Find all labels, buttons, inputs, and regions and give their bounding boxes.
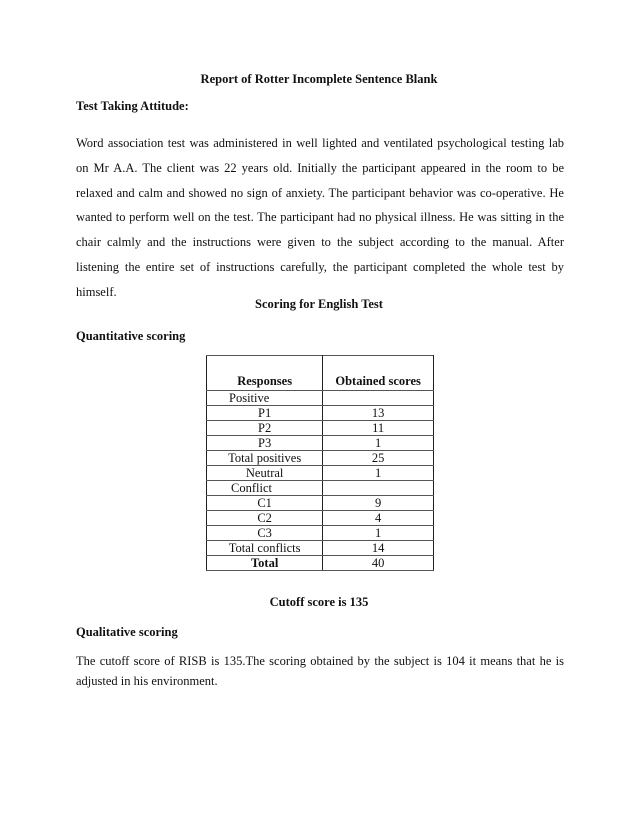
score-cell <box>323 481 434 496</box>
score-cell: 4 <box>323 511 434 526</box>
response-cell: P2 <box>207 421 323 436</box>
attitude-heading: Test Taking Attitude: <box>76 99 189 113</box>
score-cell: 14 <box>323 541 434 556</box>
table-row <box>207 496 434 511</box>
paragraph-line: relaxed and calm and showed no sign of anxiety. The participant behavior was co-operative. He <box>76 185 564 200</box>
score-cell <box>323 391 434 406</box>
table-header-row <box>207 356 434 391</box>
response-cell: P3 <box>207 436 323 451</box>
table-row <box>207 526 434 541</box>
table-row <box>207 481 434 496</box>
score-cell: 25 <box>323 451 434 466</box>
score-cell: 9 <box>323 496 434 511</box>
response-cell: C1 <box>207 496 323 511</box>
header-obtained-scores: Obtained scores <box>323 356 434 391</box>
scores-table <box>206 355 434 571</box>
scoring-title: Scoring for English Test <box>255 297 383 311</box>
paragraph-line: wanted to perform well on the test. The participant had no physical illness. He was sitting in the <box>76 210 564 225</box>
paragraph-line: The cutoff score of RISB is 135.The scoring obtained by the subject is 104 it means that he is <box>76 654 564 668</box>
header-responses: Responses <box>207 356 323 391</box>
score-cell: 40 <box>323 556 434 571</box>
response-cell: Total conflicts <box>207 541 323 556</box>
table-row <box>207 436 434 451</box>
response-cell: C3 <box>207 526 323 541</box>
paragraph-line: himself. <box>76 284 117 299</box>
score-cell: 1 <box>323 526 434 541</box>
paragraph-line: adjusted in his environment. <box>76 674 218 688</box>
score-cell: 11 <box>323 421 434 436</box>
response-cell: Conflict <box>207 481 323 496</box>
qualitative-paragraph <box>76 651 564 691</box>
table-row <box>207 391 434 406</box>
table-row <box>207 511 434 526</box>
cutoff-score: Cutoff score is 135 <box>269 595 369 609</box>
response-cell: Positive <box>207 391 323 406</box>
table-row <box>207 451 434 466</box>
paragraph-line: Word association test was administered in well lighted and ventilated psychological testing lab <box>76 136 564 150</box>
paragraph-line: on Mr A.A. The client was 22 years old. Initially the participant appeared in the room to be <box>76 160 564 175</box>
response-cell: P1 <box>207 406 323 421</box>
table-row <box>207 541 434 556</box>
response-cell: Total positives <box>207 451 323 466</box>
report-title: Report of Rotter Incomplete Sentence Blank <box>200 72 438 86</box>
score-cell: 13 <box>323 406 434 421</box>
score-cell: 1 <box>323 466 434 481</box>
score-cell: 1 <box>323 436 434 451</box>
attitude-paragraph <box>76 131 564 305</box>
table-row <box>207 466 434 481</box>
qualitative-heading: Qualitative scoring <box>76 625 178 639</box>
paragraph-line: listening the entire set of instructions carefully, the participant completed the whole test by <box>76 259 564 274</box>
response-cell: Total <box>207 556 323 571</box>
response-cell: C2 <box>207 511 323 526</box>
paragraph-line: chair calmly and the instructions were given to the subject according to the manual. After <box>76 235 564 250</box>
table-row <box>207 406 434 421</box>
table-row-total <box>207 556 434 571</box>
response-cell: Neutral <box>207 466 323 481</box>
table-row <box>207 421 434 436</box>
quantitative-heading: Quantitative scoring <box>76 329 186 343</box>
